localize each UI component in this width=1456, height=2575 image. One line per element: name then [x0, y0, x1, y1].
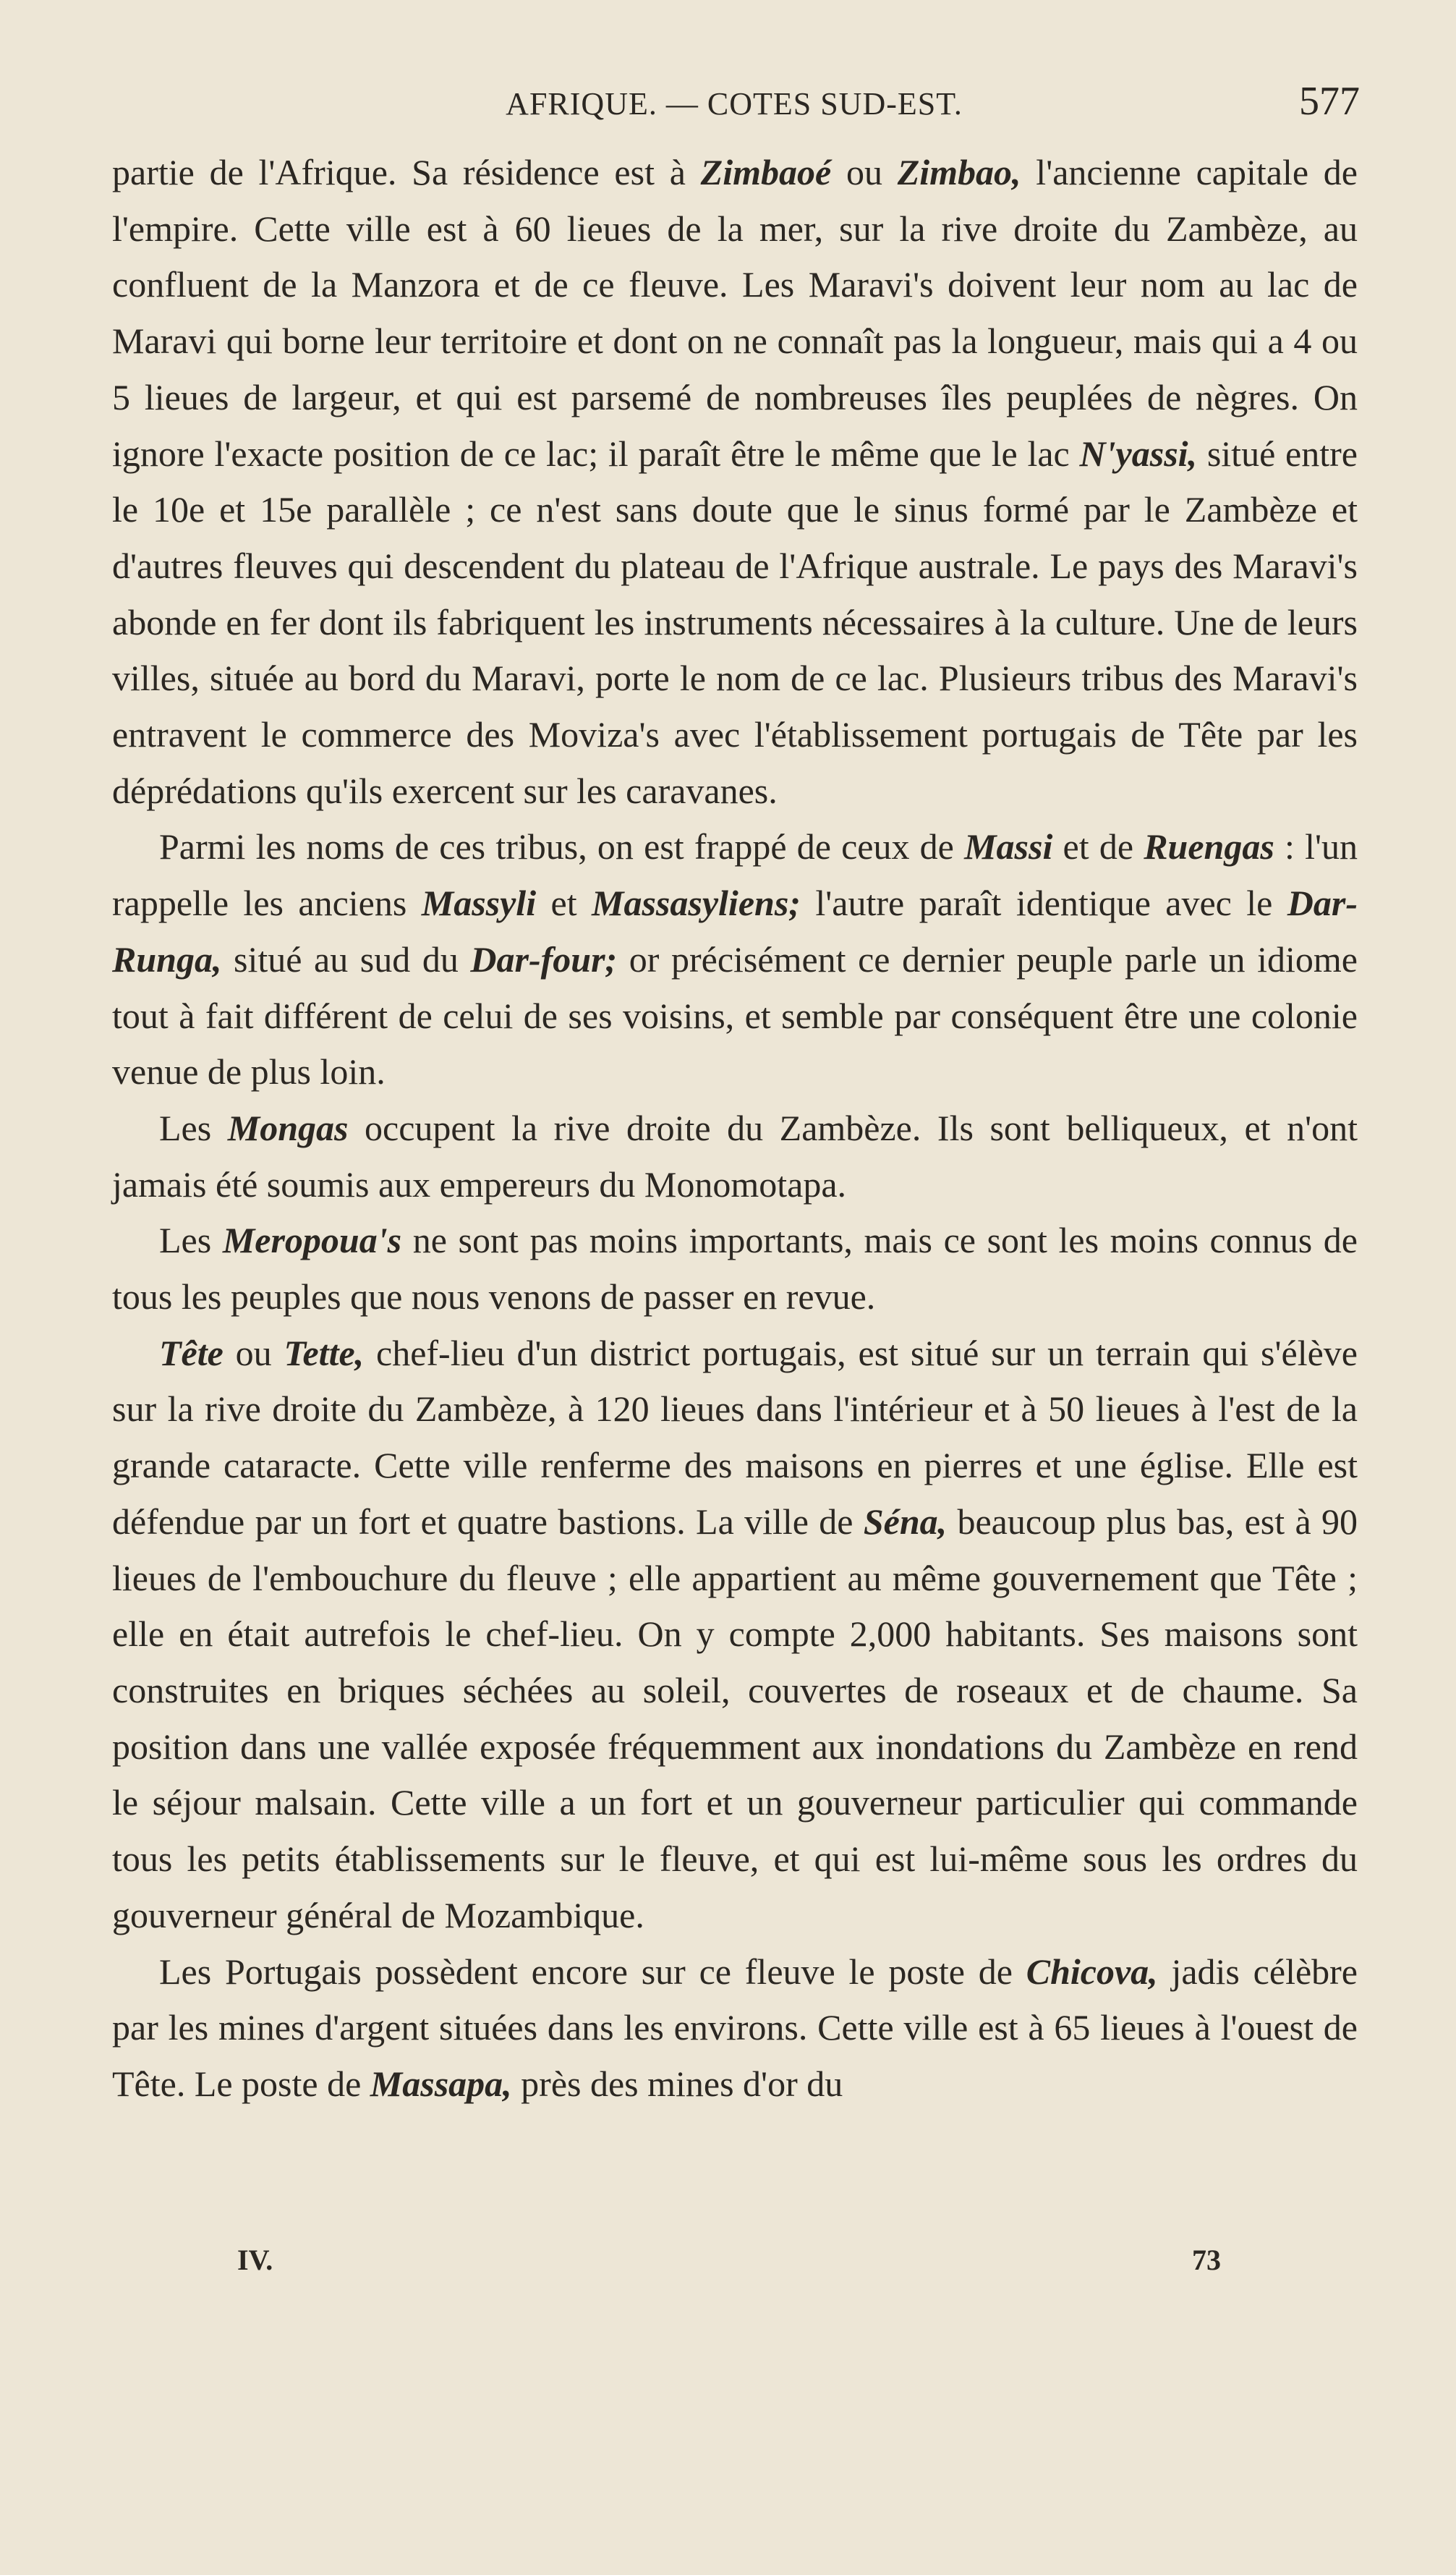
text-run: ou — [831, 152, 898, 192]
paragraph — [112, 1100, 1358, 1213]
text-run: beaucoup plus bas, est à 90 lieues de l'embouchure du fleuve ; elle appartient au même gouvernement que Tête ; elle en était autrefois le chef-lieu. On y compte 2,000 habitants. Ses maisons sont construites en briques séchées au soleil, couvertes de roseaux et de chaume. Sa position dans une vallée exposée fréquemment aux inondations du Zambèze en rend le séjour malsain. Cette ville a un fort et un gouverneur particulier qui commande tous les petits établissements sur le fleuve, et qui est lui-même sous les ordres du gouverneur général de Mozambique. — [112, 1501, 1358, 1935]
italic-term: Meropoua's — [222, 1220, 402, 1261]
text-run: situé entre le 10e et 15e parallèle ; ce n'est sans doute que le sinus formé par le Zambèze et d'autres fleuves qui descendent du plateau de l'Afrique australe. Le pays des Maravi's abonde en fer dont ils fabriquent les instruments nécessaires à la culture. Une de leurs villes, située au bord du Maravi, porte le nom de ce lac. Plusieurs tribus des Maravi's entravent le commerce des Moviza's avec l'établissement portugais de Tête par les déprédations qu'ils exercent sur les caravanes. — [112, 433, 1358, 811]
text-run: et — [536, 883, 592, 924]
text-run: ne sont pas moins importants, mais ce sont les moins connus de tous les peuples que nous venons de passer en revue. — [112, 1220, 1358, 1318]
italic-term: N'yassi, — [1079, 433, 1198, 474]
italic-term: Massyli — [421, 883, 537, 924]
sheet-number: 73 — [1192, 2244, 1221, 2276]
italic-term: Massi — [964, 826, 1053, 867]
italic-term: Massapa, — [370, 2063, 512, 2104]
text-run: Parmi les noms de ces tribus, on est frappé de ceux de — [159, 826, 965, 867]
page-number: 577 — [1299, 79, 1360, 124]
page-header — [108, 79, 1360, 143]
italic-term: Dar-four; — [470, 938, 618, 980]
text-run: l'autre paraît identique avec le — [800, 883, 1287, 924]
signature-mark: IV. — [237, 2244, 273, 2276]
text-run: or précisément ce dernier peuple parle un idiome tout à fait différent de celui de ses voisins, et semble par conséquent être une colonie venue de plus loin. — [112, 938, 1358, 1093]
italic-term: Zimbao, — [897, 152, 1021, 192]
text-run: Les — [159, 1107, 228, 1148]
text-run: situé au sud du — [221, 938, 471, 980]
italic-term: Séna, — [863, 1501, 948, 1542]
text-run: partie de l'Afrique. Sa résidence est à — [112, 152, 701, 192]
text-run: jadis célèbre par les mines d'argent situées dans les environs. Cette ville est à 65 lieues à l'ouest de Tête. Le poste de — [112, 1951, 1358, 2104]
body-text — [112, 145, 1358, 2113]
running-title: AFRIQUE. — COTES SUD-EST. — [506, 86, 963, 122]
text-run: : l'un rappelle les anciens — [112, 826, 1358, 924]
text-run: ou — [223, 1332, 284, 1373]
text-run: Les Portugais possèdent encore sur ce fleuve le poste de — [159, 1951, 1026, 1992]
paragraph — [112, 1325, 1358, 1944]
italic-term: Tette, — [284, 1332, 365, 1373]
text-run: Les — [159, 1220, 223, 1261]
text-run: près des mines d'or du — [511, 2063, 843, 2104]
italic-term: Massasyliens; — [592, 883, 801, 924]
paragraph — [112, 1944, 1358, 2113]
italic-term: Dar-Runga, — [112, 883, 1358, 980]
page-footer — [237, 2243, 1221, 2286]
italic-term: Ruengas — [1144, 826, 1274, 867]
text-run: chef-lieu d'un district portugais, est situé sur un terrain qui s'élève sur la rive droite du Zambèze, à 120 lieues dans l'intérieur et à 50 lieues à l'est de la grande cataracte. Cette ville renferme des maisons en pierres et une église. Elle est défendue par un fort et quatre bastions. La ville de — [112, 1332, 1358, 1542]
text-run: occupent la rive droite du Zambèze. Ils sont belliqueux, et n'ont jamais été soumis aux empereurs du Monomotapa. — [112, 1107, 1358, 1205]
italic-term: Chicova, — [1026, 1951, 1158, 1992]
text-run: et de — [1052, 826, 1144, 867]
italic-term: Mongas — [227, 1107, 349, 1148]
paragraph — [112, 819, 1358, 1100]
paragraph — [112, 145, 1358, 819]
italic-term: Zimbaoé — [700, 152, 832, 192]
italic-term: Tête — [159, 1332, 223, 1373]
text-run: l'ancienne capitale de l'empire. Cette ville est à 60 lieues de la mer, sur la rive droite du Zambèze, au confluent de la Manzora et de ce fleuve. Les Maravi's doivent leur nom au lac de Maravi qui borne leur territoire et dont on ne connaît pas la longueur, mais qui a 4 ou 5 lieues de largeur, et qui est parsemé de nombreuses îles peuplées de nègres. On ignore l'exacte position de ce lac; il paraît être le même que le lac — [112, 152, 1358, 474]
paragraph — [112, 1213, 1358, 1325]
